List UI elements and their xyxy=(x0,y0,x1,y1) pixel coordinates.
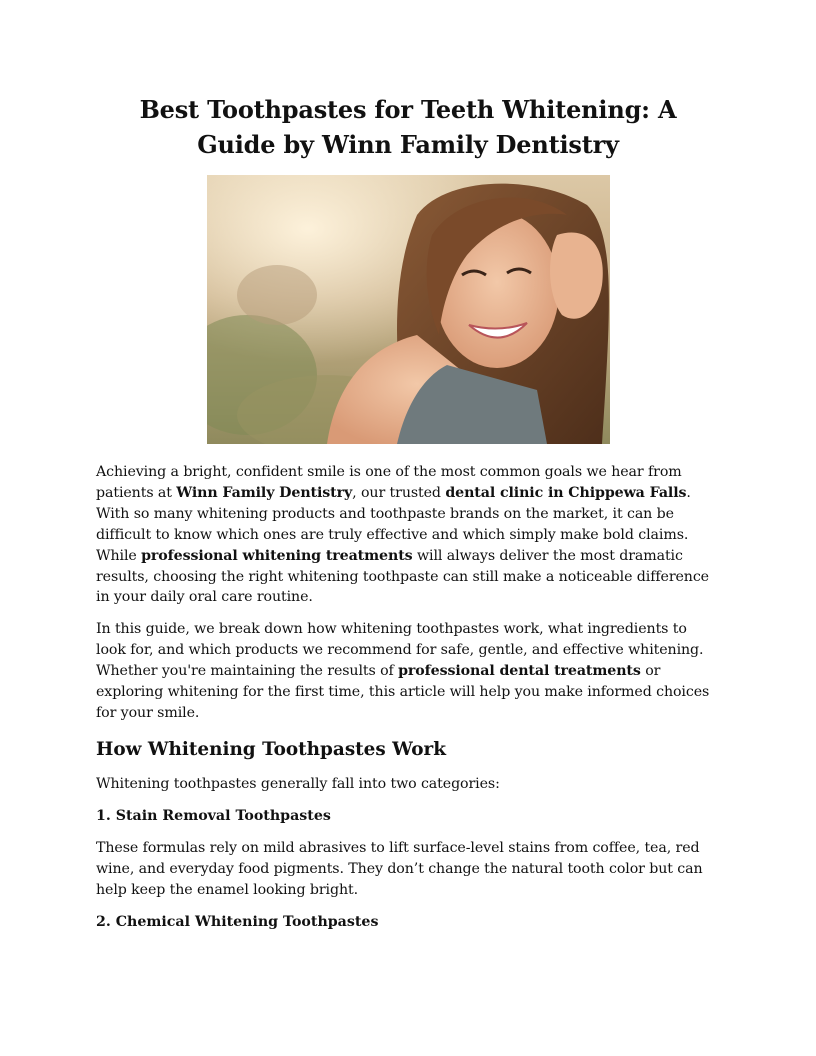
intro-paragraph xyxy=(96,462,720,608)
item-1-text: These formulas rely on mild abrasives to lift surface-level stains from coffee, tea, red wine, and everyday food pigments. They don’t change the natural tooth color but can help keep the enamel looking bright. xyxy=(96,839,703,898)
intro-text-2: , our trusted xyxy=(352,484,446,501)
smiling-woman-photo xyxy=(207,175,610,444)
guide-paragraph xyxy=(96,619,720,724)
whitening-treatments-bold: professional whitening treatments xyxy=(141,547,413,564)
guide-text-1: In this guide, we break down how whitening toothpastes work, what ingredients to look for, and which products we recommend for safe, gentle, and effective whitening. Whether you're maintaining the results of xyxy=(96,621,704,680)
item-2-heading: 2. Chemical Whitening Toothpastes xyxy=(96,913,379,930)
section-heading: How Whitening Toothpastes Work xyxy=(96,738,446,760)
clinic-location-bold: dental clinic in Chippewa Falls xyxy=(445,484,687,501)
title-line-2: Guide by Winn Family Dentistry xyxy=(197,130,619,159)
dental-treatments-bold: professional dental treatments xyxy=(398,663,641,680)
document-title xyxy=(96,92,720,162)
intro-text-1: Achieving a bright, confident smile is one of the most common goals we hear from patients at xyxy=(96,464,682,501)
clinic-name-bold: Winn Family Dentistry xyxy=(176,484,353,501)
item-1-heading: 1. Stain Removal Toothpastes xyxy=(96,807,331,824)
intro-text-4: will always deliver the most dramatic results, choosing the right whitening toothpaste can still make a noticeable difference in your daily oral care routine. xyxy=(96,547,709,606)
guide-text-2: or exploring whitening for the first time, this article will help you make informed choices for your smile. xyxy=(96,663,710,721)
section-intro: Whitening toothpastes generally fall into two categories: xyxy=(96,775,500,792)
document-page xyxy=(96,92,720,944)
intro-text-3: . With so many whitening products and toothpaste brands on the market, it can be difficult to know which ones are truly effective and which simply make bold claims. While xyxy=(96,484,691,564)
title-line-1: Best Toothpastes for Teeth Whitening: A xyxy=(139,95,677,124)
